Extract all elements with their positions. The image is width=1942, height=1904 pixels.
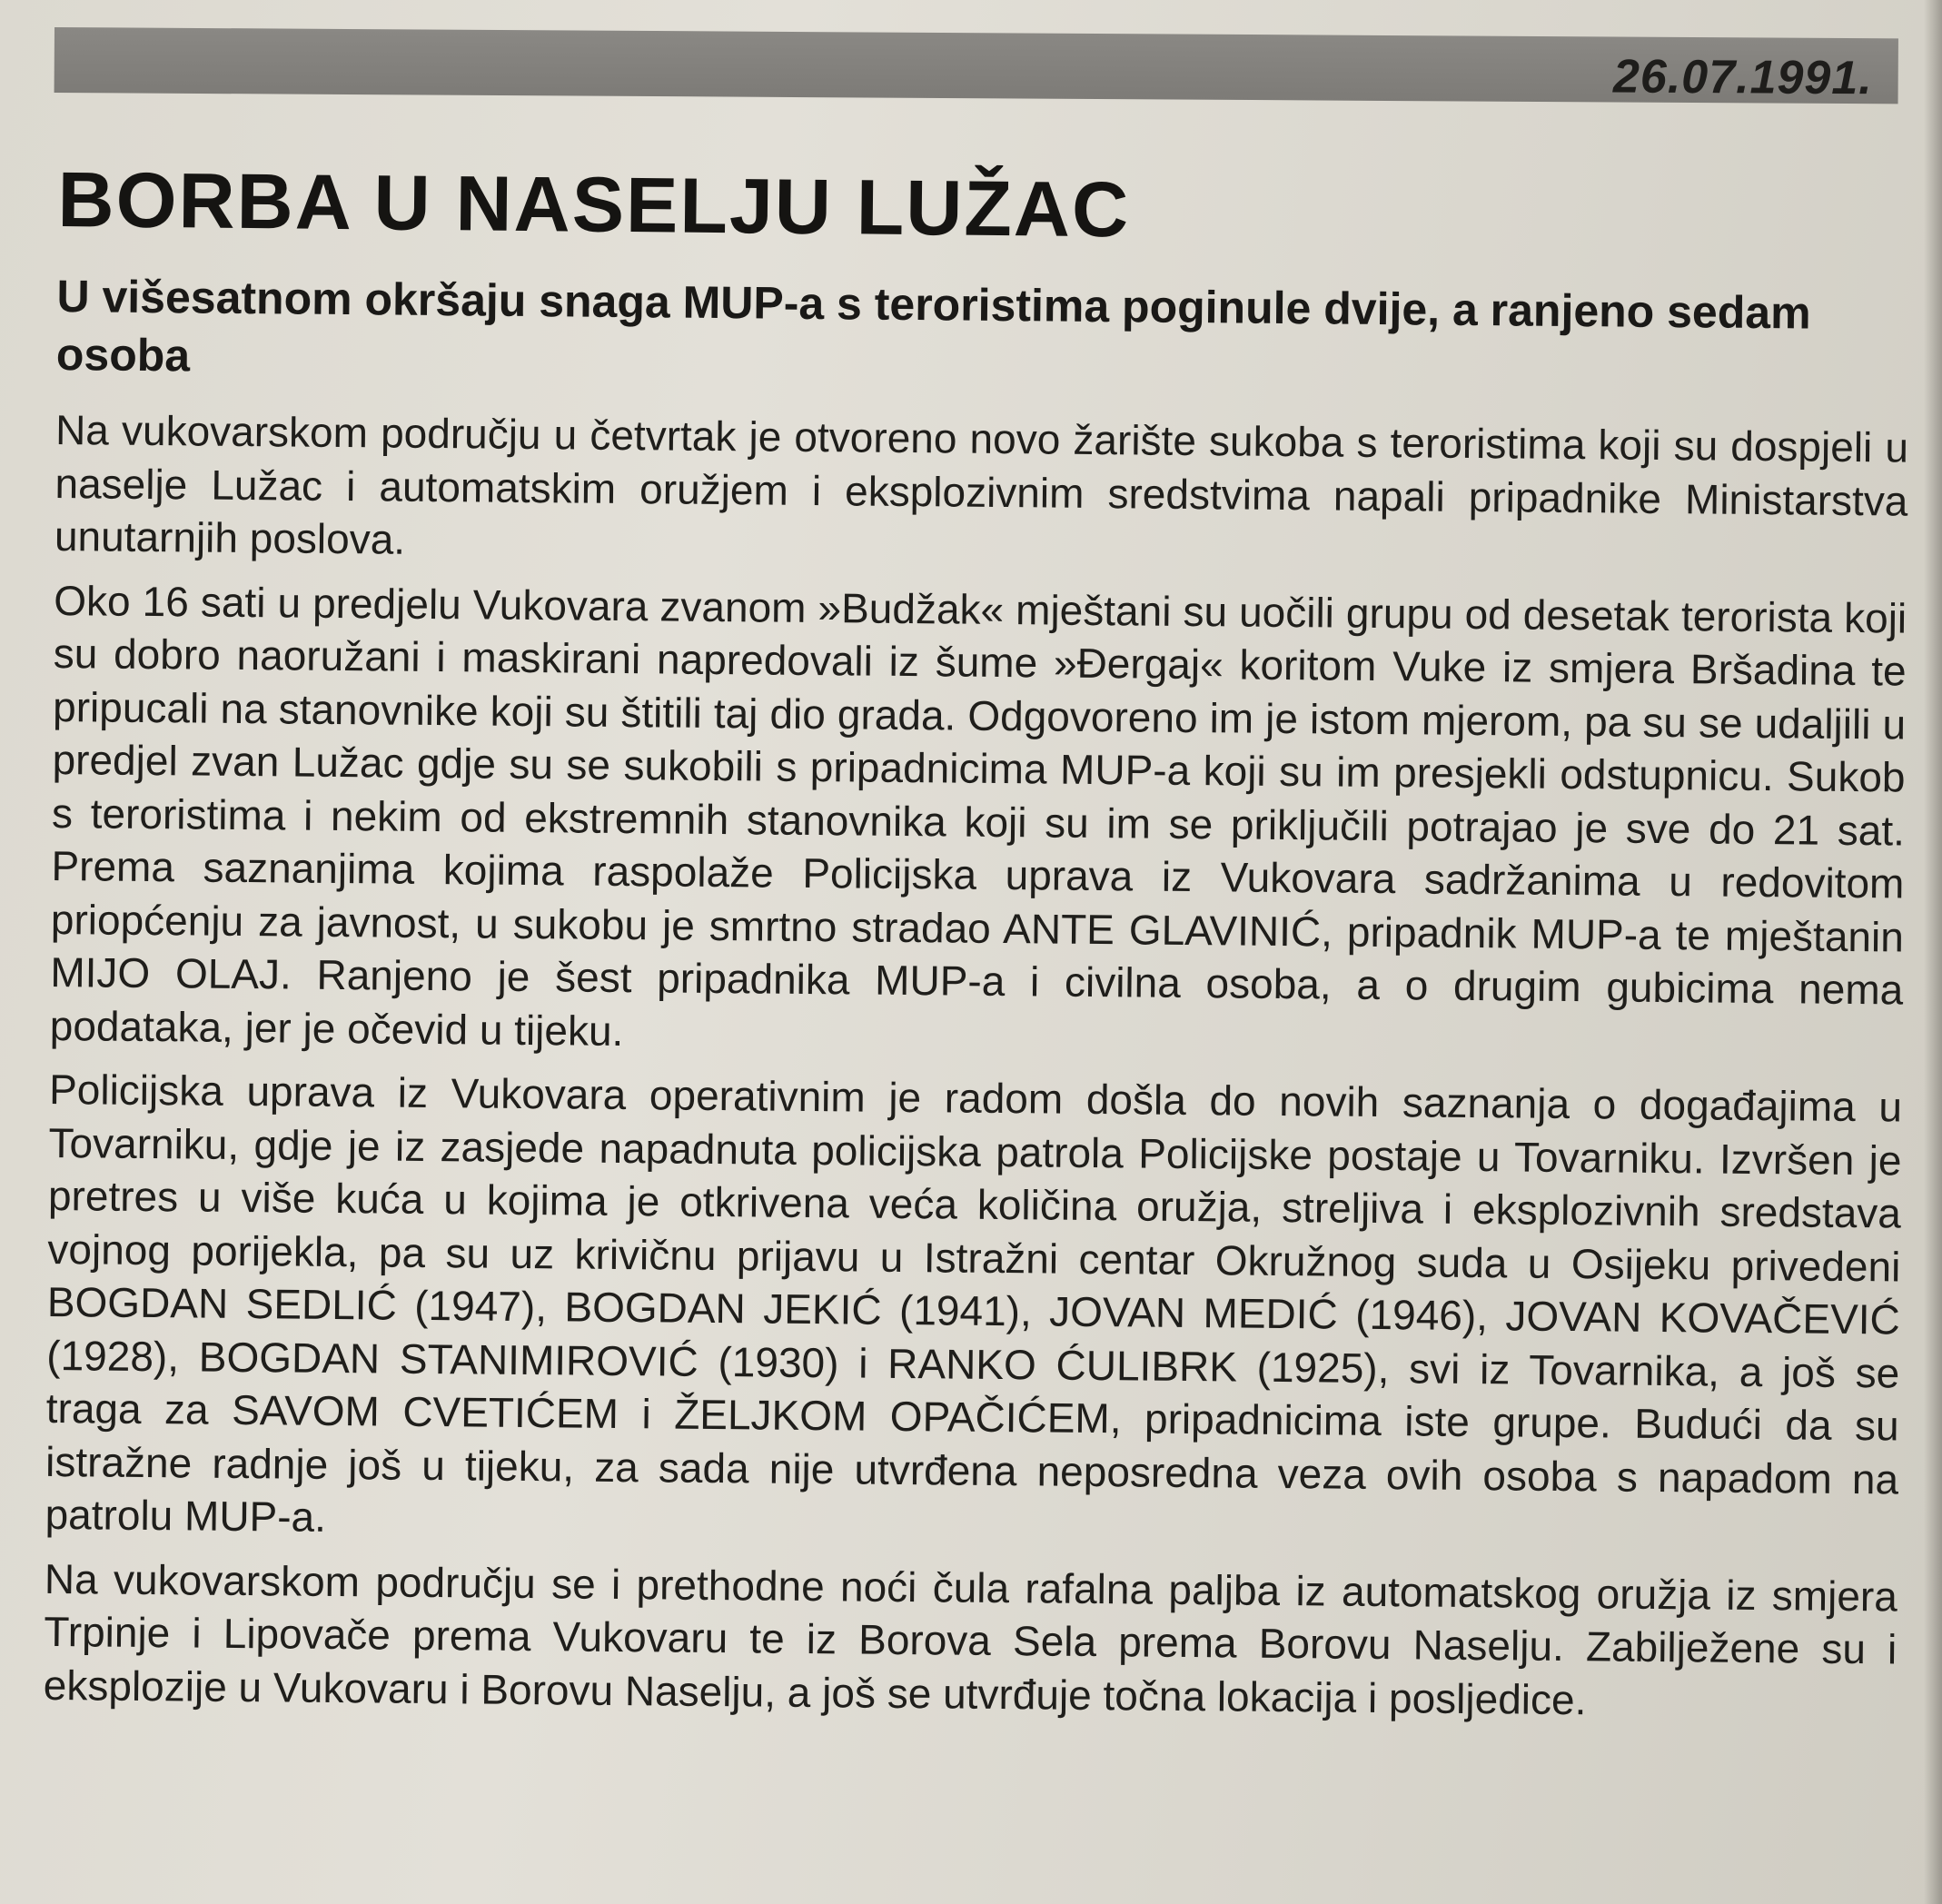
article-subheadline: U višesatnom okršaju snaga MUP-a s teroristima poginule dvije, a ranjeno sedam osoba (55, 270, 1811, 382)
article-date: 26.07.1991. (1612, 50, 1873, 105)
date-banner (54, 27, 1898, 104)
article-paragraph-2: Oko 16 sati u predjelu Vukovara zvanom »Budžak« mještani su uočili grupu od desetak terorista koji su dobro naoružani i maskirani napredovali iz šume »Đergaj« koritom Vuke iz smjera Bršadina te pripucali na stanovnike koji su štitili taj dio grada. Odgovoreno im je istom mjerom, pa su se udaljili u predjel zvan Lužac gdje su se sukobili s pripadnicima MUP-a koji su im presjekli odstupnicu. Sukob s teroristima i nekim od ekstremnih stanovnika koji su im se priključili potrajao je sve do 21 sat. Prema saznanjima kojima raspolaže Policijska uprava iz Vukovara sadržanima u redovitom priopćenju za javnost, u sukobu je smrtno stradao ANTE GLAVINIĆ, pripadnik MUP-a te mještanin MIJO OLAJ. Ranjeno je šest pripadnika MUP-a i civilna osoba, a o drugim gubicima nema podataka, jer je očevid u tijeku. (49, 576, 1907, 1055)
article-headline: BORBA U NASELJU LUŽAC (57, 155, 1131, 254)
article-paragraph-4: Na vukovarskom području se i prethodne noći čula rafalna paljba iz automatskog oružja iz smjera Trpinje i Lipovače prema Vukovaru te iz Borova Sela prema Borovu Naselju. Zabilježene su i eksplozije u Vukovaru i Borovu Naselju, a još se utvrđuje točna lokacija i posljedice. (43, 1554, 1898, 1723)
article (43, 154, 1919, 1740)
page-edge-shadow (1924, 0, 1942, 1904)
article-paragraph-1: Na vukovarskom području u četvrtak je otvoreno novo žarište sukoba s teroristima koji su dospjeli u naselje Lužac i automatskim oružjem i eksplozivnim sredstvima napali pripadnike Ministarstva unutarnjih poslova. (54, 405, 1909, 563)
article-body (44, 403, 1909, 1730)
article-paragraph-3: Policijska uprava iz Vukovara operativnim je radom došla do novih saznanja o događajima u Tovarniku, gdje je iz zasjede napadnuta policijska patrola Policijske postaje u Tovarniku. Izvršen je pretres u više kuća u kojima je otkrivena veća količina oružja, streljiva i eksplozivnih sredstava vojnog porijekla, pa su uz krivičnu prijavu u Istražni centar Okružnog suda u Osijeku privedeni BOGDAN SEDLIĆ (1947), BOGDAN JEKIĆ (1941), JOVAN MEDIĆ (1946), JOVAN KOVAČEVIĆ (1928), BOGDAN STANIMIROVIĆ (1930) i RANKO ĆULIBRK (1925), svi iz Tovarnika, a još se traga za SAVOM CVETIĆEM i ŽELJKOM OPAČIĆEM, pripadnicima iste grupe. Budući da su istražne radnje još u tijeku, za sada nije utvrđena neposredna veza ovih osoba s napadom na patrolu MUP-a. (45, 1065, 1903, 1541)
